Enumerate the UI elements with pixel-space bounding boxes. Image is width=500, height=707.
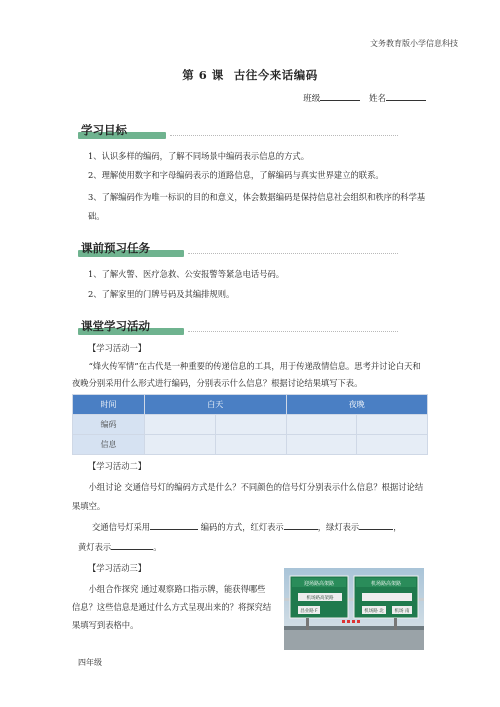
- section-title: 课前预习任务: [81, 241, 150, 255]
- table-cell[interactable]: [357, 435, 428, 455]
- table-cell[interactable]: [215, 415, 286, 435]
- sign-text: 昌业路 F: [300, 609, 318, 614]
- class-blank[interactable]: [320, 91, 360, 101]
- heading-dotted-rule: [188, 253, 398, 254]
- fill-in-line: 交通信号灯采用 编码的方式，红灯表示 ，绿灯表示 ，: [92, 522, 402, 532]
- goal-item: 3、了解编码作为唯一标识的目的和意义，体会数据编码是保持信息社会组织和秩序的科学基础。: [88, 192, 426, 221]
- section-heading-goals: [78, 122, 398, 140]
- fill-blank[interactable]: [284, 520, 318, 530]
- row-label-info: 信息: [73, 435, 145, 455]
- grade-footer: 四年级: [78, 658, 102, 667]
- activity-text: 小组合作探究 通过观察路口指示牌，能获得哪些信息？这些信息是通过什么方式呈现出来的？将探究结果填写到表格中。: [72, 584, 272, 630]
- table-row: [73, 435, 428, 455]
- section-heading-preview: [78, 240, 398, 258]
- table-cell[interactable]: [215, 435, 286, 455]
- activity-text: 小组讨论 交通信号灯的编码方式是什么？不同颜色的信号灯分别表示什么信息？根据讨论结果填空。: [72, 482, 424, 511]
- road-sign-photo: [284, 568, 424, 650]
- table-cell[interactable]: [357, 415, 428, 435]
- sign-text: 机场路高架路: [370, 581, 402, 587]
- sign-text: 机场 南: [394, 609, 410, 614]
- sign-text: 迎场路高架路: [303, 581, 335, 587]
- goal-item: 1、认识多样的编码，了解不同场景中编码表示信息的方式。: [88, 151, 309, 161]
- activity-label: 【学习活动二】: [88, 461, 147, 471]
- name-blank[interactable]: [386, 91, 426, 101]
- table-header-night: 夜晚: [286, 395, 428, 415]
- lesson-title: [0, 67, 500, 83]
- table-cell[interactable]: [286, 435, 357, 455]
- table-cell[interactable]: [145, 415, 216, 435]
- table-header-row: [73, 395, 428, 415]
- table-cell[interactable]: [145, 435, 216, 455]
- fill-blank[interactable]: [111, 540, 153, 550]
- lesson-number: 第 6 课: [182, 68, 224, 82]
- activity-text: “烽火传军情”在古代是一种重要的传递信息的工具，用于传递敌情信息。思考并讨论白天和夜晚分别采用什么形式进行编码，分别表示什么信息？根据讨论结果填写下表。: [72, 361, 421, 388]
- heading-dotted-rule: [188, 331, 398, 332]
- class-name-line: [303, 91, 426, 104]
- fill-in-line: 黄灯表示 。: [78, 542, 162, 552]
- name-label: 姓名: [368, 94, 386, 104]
- beacon-table: [72, 394, 428, 455]
- publisher-header: 文务教育版小学信息科技: [370, 39, 458, 48]
- fill-blank[interactable]: [359, 520, 393, 530]
- sign-text: 机场路 北: [364, 609, 384, 614]
- section-title: 课堂学习活动: [81, 319, 150, 333]
- sign-text: 机场路高架路: [306, 596, 334, 601]
- road-sign-illustration: [284, 568, 424, 650]
- fill-blank[interactable]: [150, 520, 198, 530]
- row-label-code: 编码: [73, 415, 145, 435]
- activity-label: 【学习活动三】: [88, 563, 147, 573]
- activity-label: 【学习活动一】: [88, 343, 147, 353]
- goal-item: 2、理解使用数字和字母编码表示的道路信息，了解编码与真实世界建立的联系。: [88, 170, 384, 180]
- class-label: 班级: [303, 94, 321, 104]
- lesson-name: 古往今来话编码: [233, 68, 318, 82]
- table-header-time: 时间: [73, 395, 145, 415]
- heading-dotted-rule: [170, 135, 398, 136]
- preview-item: 1、了解火警、医疗急救、公安报警等紧急电话号码。: [88, 269, 285, 279]
- section-title: 学习目标: [81, 123, 127, 137]
- table-cell[interactable]: [286, 415, 357, 435]
- table-row: [73, 415, 428, 435]
- section-heading-activities: [78, 318, 398, 336]
- table-header-day: 白天: [145, 395, 287, 415]
- preview-item: 2、了解家里的门牌号码及其编排规则。: [88, 289, 235, 299]
